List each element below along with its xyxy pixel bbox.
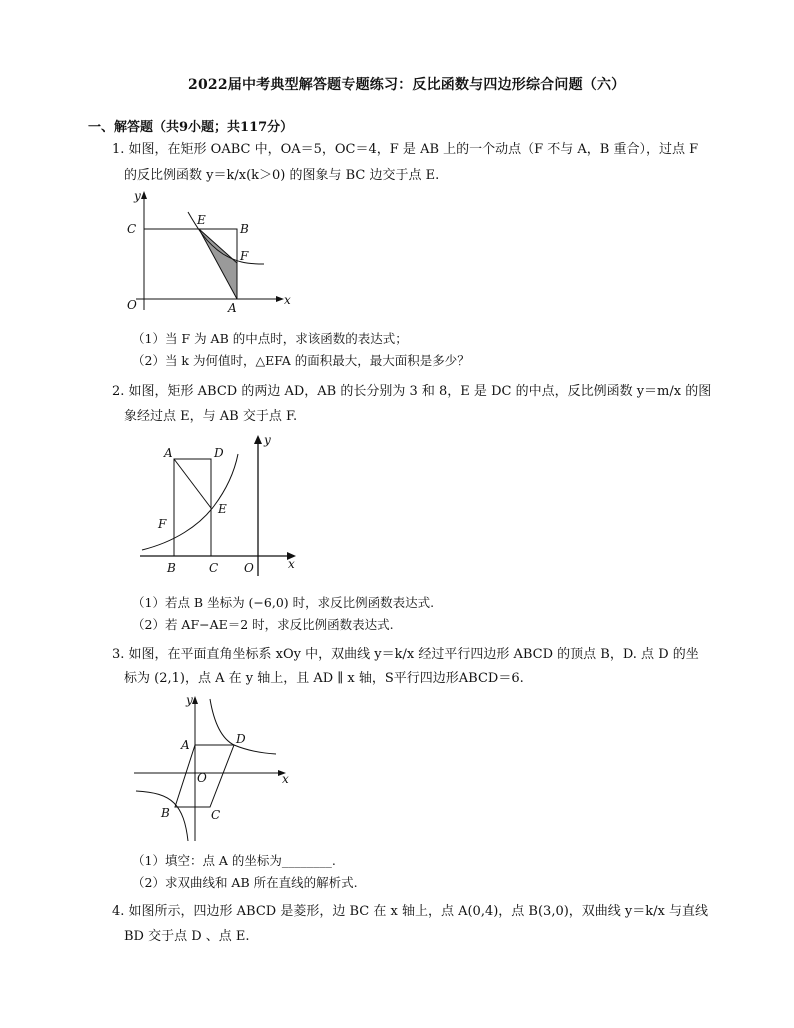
p2-label-e: E bbox=[218, 502, 227, 516]
problem-3-line-2: 标为 (2,1)，点 A 在 y 轴上，且 AD ∥ x 轴，S平行四边形ABCD＝6. bbox=[124, 671, 524, 686]
p2-y-arrow bbox=[254, 435, 262, 444]
problem-2-sub-2: （2）若 AF−AE＝2 时，求反比例函数表达式. bbox=[132, 617, 394, 632]
p3-label-o: O bbox=[197, 771, 207, 785]
p2-label-c: C bbox=[209, 561, 219, 575]
problem-4-line-1: 4. 如图所示，四边形 ABCD 是菱形，边 BC 在 x 轴上，点 A(0,4)，点 B(3,0)，双曲线 y＝k/x 与直线 bbox=[112, 904, 708, 919]
problem-2-sub-1: （1）若点 B 坐标为 (−6,0) 时，求反比例函数表达式. bbox=[132, 595, 435, 610]
p3-label-b: B bbox=[161, 806, 170, 820]
p1-label-f: F bbox=[240, 249, 249, 263]
problem-3-sub-1: （1）填空：点 A 的坐标为________. bbox=[132, 853, 336, 868]
p3-y-arrow bbox=[192, 696, 198, 704]
problem-4-line-2: BD 交于点 D 、点 E. bbox=[124, 929, 250, 944]
p1-label-b: B bbox=[240, 222, 249, 236]
p1-label-c: C bbox=[127, 222, 137, 236]
p1-x-arrow bbox=[276, 296, 284, 302]
p2-label-a: A bbox=[164, 446, 173, 460]
p1-label-o: O bbox=[127, 298, 137, 312]
p3-label-a: A bbox=[181, 738, 190, 752]
problem-2-line-1: 2. 如图，矩形 ABCD 的两边 AD，AB 的长分别为 3 和 8，E 是 DC 的中点，反比例函数 y＝m/x 的图 bbox=[112, 384, 712, 399]
p2-rectangle-abcd bbox=[174, 459, 211, 556]
p2-label-f: F bbox=[158, 517, 167, 531]
problem-1-line-1: 1. 如图，在矩形 OABC 中，OA＝5，OC＝4，F 是 AB 上的一个动点（F 不与 A，B 重合），过点 F bbox=[112, 142, 699, 157]
p3-label-x: x bbox=[282, 772, 289, 786]
p3-label-d: D bbox=[236, 732, 246, 746]
p2-label-o: O bbox=[244, 561, 254, 575]
p1-y-arrow bbox=[141, 191, 147, 199]
p1-label-x: x bbox=[284, 293, 291, 307]
problem-3-line-1: 3. 如图，在平面直角坐标系 xOy 中，双曲线 y＝k/x 经过平行四边形 ABCD 的顶点 B，D. 点 D 的坐 bbox=[112, 647, 699, 662]
problem-3-figure bbox=[130, 693, 295, 845]
problem-1-line-2: 的反比例函数 y＝k/x(k＞0) 的图象与 BC 边交于点 E. bbox=[124, 168, 440, 183]
p2-segment-ae bbox=[174, 459, 211, 508]
problem-1-sub-1: （1）当 F 为 AB 的中点时，求该函数的表达式； bbox=[132, 331, 408, 346]
p2-label-b: B bbox=[167, 561, 176, 575]
p1-label-y: y bbox=[134, 189, 141, 203]
p2-label-x: x bbox=[288, 557, 295, 571]
page-title: 2022届中考典型解答题专题练习：反比函数与四边形综合问题（六） bbox=[188, 77, 626, 93]
problem-2-line-2: 象经过点 E，与 AB 交于点 F. bbox=[124, 409, 298, 424]
problem-2-figure bbox=[134, 430, 304, 578]
p2-label-d: D bbox=[214, 446, 224, 460]
p3-label-c: C bbox=[211, 808, 221, 822]
p2-label-y: y bbox=[264, 433, 271, 447]
problem-1-figure bbox=[118, 188, 298, 318]
section-heading: 一、解答题（共9小题；共117分） bbox=[88, 120, 294, 135]
p1-label-e: E bbox=[197, 213, 206, 227]
problem-1-sub-2: （2）当 k 为何值时，△EFA 的面积最大，最大面积是多少？ bbox=[132, 353, 470, 368]
p3-label-y: y bbox=[186, 693, 193, 707]
p1-label-a: A bbox=[228, 301, 237, 315]
problem-3-sub-2: （2）求双曲线和 AB 所在直线的解析式. bbox=[132, 875, 358, 890]
p1-shaded-triangle-efa bbox=[199, 229, 237, 299]
